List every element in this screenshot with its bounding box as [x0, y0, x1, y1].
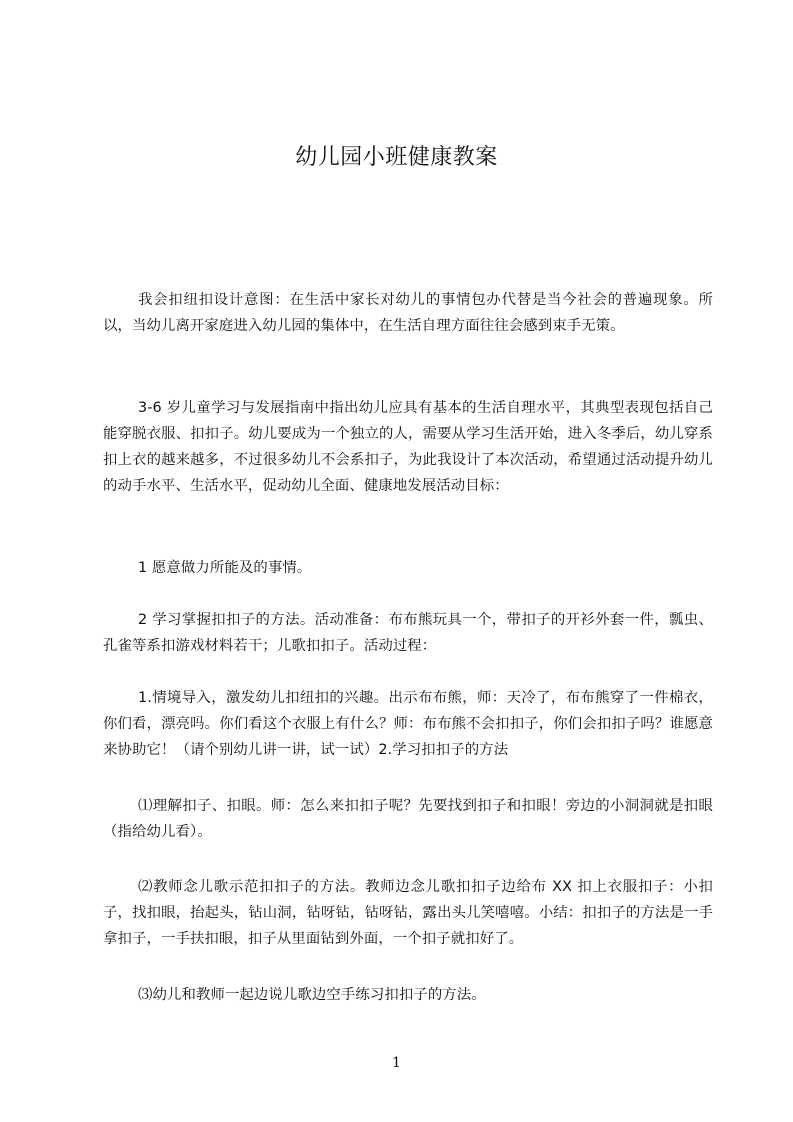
- paragraph-step-1: 1.情境导入，激发幼儿扣纽扣的兴趣。出示布布熊，师：天冷了，布布熊穿了一件棉衣，你们看，漂亮吗。你们看这个衣服上有什么？师：布布熊不会扣扣子，你们会扣扣子吗？谁愿意来协助它！（请个别幼儿讲一讲，试一试）2.学习扣扣子的方法: [103, 690, 713, 758]
- paragraph-design-intent: 我会扣纽扣设计意图：在生活中家长对幼儿的事情包办代替是当今社会的普遍现象。所以，当幼儿离开家庭进入幼儿园的集体中，在生活自理方面往往会感到束手无策。: [103, 292, 713, 334]
- document-title: 幼儿园小班健康教案: [295, 145, 498, 170]
- page-number: 1: [392, 1055, 401, 1071]
- paragraph-goal-1: 1 愿意做力所能及的事情。: [138, 560, 312, 576]
- paragraph-step-2-1: ⑴理解扣子、扣眼。师：怎么来扣扣子呢？先要找到扣子和扣眼！旁边的小洞洞就是扣眼（指给幼儿看）。: [103, 798, 713, 840]
- paragraph-background-goals: 3-6 岁儿童学习与发展指南中指出幼儿应具有基本的生活自理水平，其典型表现包括自己能穿脱衣服、扣扣子。幼儿要成为一个独立的人，需要从学习生活开始，进入冬季后，幼儿穿系扣上衣的越来越多，不过很多幼儿不会系扣子，为此我设计了本次活动，希望通过活动提升幼儿的动手水平、生活水平，促动幼儿全面、健康地发展活动目标：: [103, 400, 713, 494]
- paragraph-goal-2-preparation: 2 学习掌握扣扣子的方法。活动准备：布布熊玩具一个，带扣子的开衫外套一件，瓢虫、孔雀等系扣游戏材料若干；儿歌扣扣子。活动过程：: [103, 612, 713, 654]
- paragraph-step-2-2: ⑵教师念儿歌示范扣扣子的方法。教师边念儿歌扣扣子边给布 XX 扣上衣服扣子：小扣子，找扣眼，抬起头，钻山洞，钻呀钻，钻呀钻，露出头儿笑嘻嘻。小结：扣扣子的方法是一手拿扣子，一手扶扣眼，扣子从里面钻到外面，一个扣子就扣好了。: [103, 879, 713, 947]
- paragraph-step-2-3: ⑶幼儿和教师一起边说儿歌边空手练习扣扣子的方法。: [138, 987, 486, 1003]
